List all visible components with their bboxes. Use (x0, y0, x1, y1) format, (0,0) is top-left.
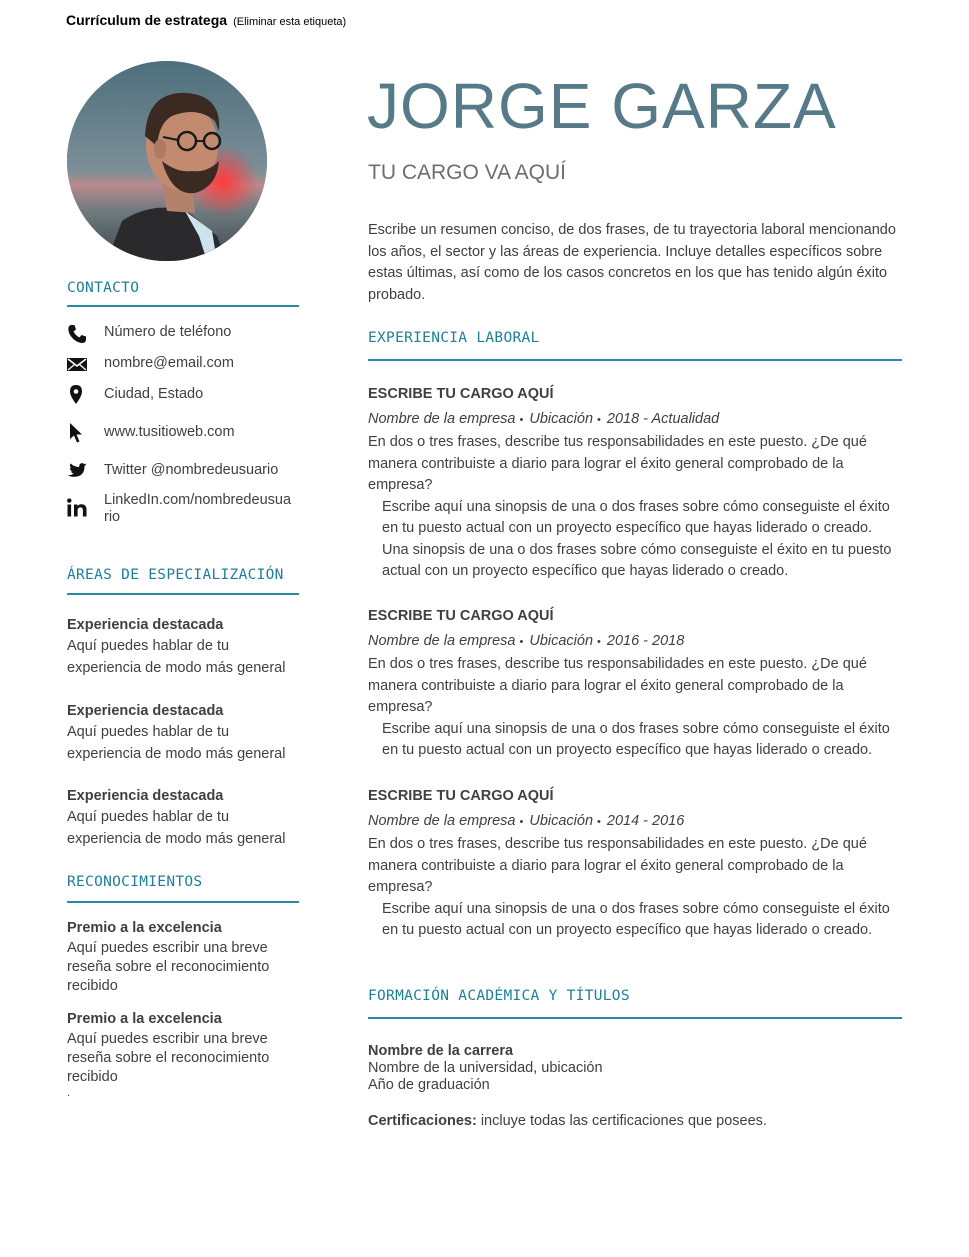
contact-heading: CONTACTO (67, 280, 140, 296)
candidate-job-title: TU CARGO VA AQUÍ (368, 161, 566, 184)
graduation-year: Año de graduación (368, 1077, 490, 1093)
awards-divider (67, 901, 299, 903)
award-item-text: Aquí puedes escribir una breve reseña sobre el reconocimiento recibido (67, 940, 270, 994)
contact-item-email (67, 355, 299, 379)
contact-phone-text: Número de teléfono (104, 324, 232, 340)
job-location: Ubicación (529, 813, 594, 829)
meta-separator: • (519, 636, 524, 648)
contact-email-text: nombre@email.com (104, 355, 234, 371)
expertise-item (67, 701, 292, 765)
expertise-item-text: Aquí puedes hablar de tu experiencia de modo más general (67, 724, 286, 762)
awards-heading: RECONOCIMIENTOS (67, 874, 203, 890)
meta-separator: • (519, 414, 524, 426)
expertise-item-text: Aquí puedes hablar de tu experiencia de modo más general (67, 809, 286, 847)
job-achievement: Escribe aquí una sinopsis de una o dos frases sobre cómo conseguiste el éxito en tu puesto actual con un proyecto específico que hayas liderado o creado. (382, 720, 890, 758)
experience-heading: EXPERIENCIA LABORAL (368, 330, 540, 346)
award-item-title: Premio a la excelencia (67, 1011, 222, 1027)
job-dates: 2016 - 2018 (606, 633, 685, 649)
job-entry (368, 386, 898, 583)
expertise-item-text: Aquí puedes hablar de tu experiencia de modo más general (67, 638, 286, 676)
contact-location-text: Ciudad, Estado (104, 386, 204, 402)
expertise-item (67, 786, 292, 850)
expertise-heading: ÁREAS DE ESPECIALIZACIÓN (67, 567, 284, 583)
certifications-label: Certificaciones: (368, 1113, 477, 1129)
profile-photo-illustration (67, 61, 267, 261)
template-tag-note: (Eliminar esta etiqueta) (233, 16, 347, 28)
job-company: Nombre de la empresa (368, 411, 516, 427)
award-item-text: Aquí puedes escribir una breve reseña sobre el reconocimiento recibido (67, 1031, 270, 1085)
certifications (368, 1113, 767, 1129)
job-dates: 2014 - 2016 (606, 813, 685, 829)
job-location: Ubicación (529, 411, 594, 427)
job-description: En dos o tres frases, describe tus responsabilidades en este puesto. ¿De qué manera contribuiste a diario para lograr el éxito general comprobado de la empresa? (368, 836, 867, 895)
linkedin-icon (67, 498, 89, 518)
experience-divider (368, 359, 902, 361)
education-divider (368, 1017, 902, 1019)
twitter-icon (67, 462, 85, 482)
job-company: Nombre de la empresa (368, 633, 516, 649)
contact-website-text: www.tusitioweb.com (104, 424, 235, 440)
job-achievement: Una sinopsis de una o dos frases sobre cómo conseguiste el éxito en tu puesto actual con un proyecto específico que hayas liderado o creado. (382, 541, 892, 579)
job-dates: 2018 - Actualidad (606, 411, 720, 427)
map-pin-icon (67, 385, 85, 405)
education-entry (368, 1043, 898, 1094)
contact-item-location (67, 386, 299, 410)
contact-item-linkedin (67, 492, 299, 528)
job-title: ESCRIBE TU CARGO AQUÍ (368, 608, 554, 624)
template-tag (66, 12, 346, 28)
profile-summary: Escribe un resumen conciso, de dos frases, de tu trayectoria laboral mencionando los años, el sector y las áreas de experiencia. Incluye detalles específicos sobre estas últimas, así como de los casos concretos en los que has tenido algún éxito probado. (368, 222, 896, 303)
phone-icon (67, 324, 85, 344)
job-meta (368, 633, 898, 649)
contact-item-phone (67, 324, 299, 348)
job-entry (368, 788, 898, 942)
meta-separator: • (519, 816, 524, 828)
contact-item-website (67, 424, 299, 448)
job-location: Ubicación (529, 633, 594, 649)
template-tag-title: Currículum de estratega (66, 12, 228, 28)
job-description: En dos o tres frases, describe tus responsabilidades en este puesto. ¿De qué manera contribuiste a diario para lograr el éxito general comprobado de la empresa? (368, 434, 867, 493)
education-heading: FORMACIÓN ACADÉMICA Y TÍTULOS (368, 988, 630, 1004)
job-achievement: Escribe aquí una sinopsis de una o dos frases sobre cómo conseguiste el éxito en tu puesto actual con un proyecto específico que hayas liderado o creado. (382, 498, 890, 536)
certifications-text: incluye todas las certificaciones que posees. (476, 1113, 767, 1129)
cursor-icon (67, 422, 85, 442)
job-meta (368, 813, 898, 829)
profile-photo (67, 61, 267, 261)
expertise-item-title: Experiencia destacada (67, 788, 224, 804)
candidate-name: JORGE GARZA (367, 70, 837, 142)
contact-divider (67, 305, 299, 307)
contact-item-twitter (67, 462, 299, 486)
expertise-item-title: Experiencia destacada (67, 703, 224, 719)
meta-separator: • (597, 414, 601, 426)
contact-twitter-text: Twitter @nombredeusuario (104, 462, 279, 478)
meta-separator: • (597, 636, 601, 648)
envelope-icon (67, 357, 85, 377)
meta-separator: • (597, 816, 601, 828)
university-name: Nombre de la universidad, ubicación (368, 1060, 603, 1076)
expertise-item (67, 615, 292, 679)
award-item (67, 1009, 282, 1099)
job-title: ESCRIBE TU CARGO AQUÍ (368, 788, 554, 804)
job-title: ESCRIBE TU CARGO AQUÍ (368, 386, 554, 402)
degree-name: Nombre de la carrera (368, 1043, 514, 1059)
job-meta (368, 411, 898, 427)
contact-linkedin-text: LinkedIn.com/nombredeusua rio (104, 492, 292, 525)
job-company: Nombre de la empresa (368, 813, 516, 829)
job-entry (368, 608, 898, 762)
expertise-item-title: Experiencia destacada (67, 617, 224, 633)
job-description: En dos o tres frases, describe tus responsabilidades en este puesto. ¿De qué manera contribuiste a diario para lograr el éxito general comprobado de la empresa? (368, 656, 867, 715)
award-item (67, 918, 282, 996)
award-item-title: Premio a la excelencia (67, 920, 222, 936)
award-trailing-mark: . (67, 1087, 71, 1099)
expertise-divider (67, 593, 299, 595)
job-achievement: Escribe aquí una sinopsis de una o dos frases sobre cómo conseguiste el éxito en tu puesto actual con un proyecto específico que hayas liderado o creado. (382, 900, 890, 938)
